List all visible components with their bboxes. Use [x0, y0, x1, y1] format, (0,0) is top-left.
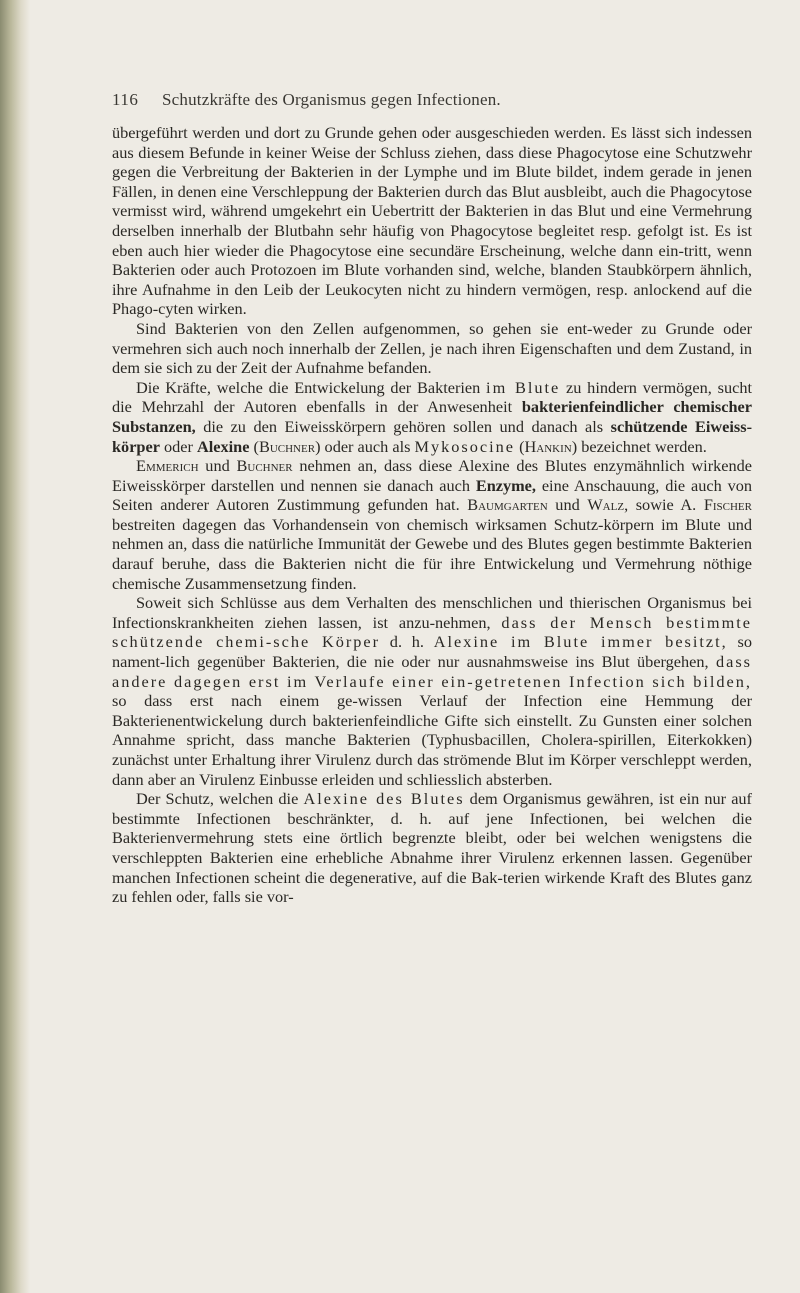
- text-smallcaps: Baumgarten: [467, 495, 548, 515]
- text-spaced: dass andere dagegen erst im Verlaufe einer ein-getretenen Infection sich bilden,: [112, 652, 752, 691]
- text-run: so dass erst nach einem ge-wissen Verlauf der Infection eine Hemmung der Bakterienentwickelung durch bakterienfeindliche Gifte sich einstellt. Zu Gunsten einer solchen Annahme spricht, dass manche Bakterien (Typhusbacillen, Cholera-spirillen, Eiterkokken) zunächst unter Erhaltung ihrer Virulenz durch das strömende Blut im Körper verschleppt werden, dann aber an Virulenz Einbusse erleiden und schliesslich absterben.: [112, 691, 752, 789]
- paragraph: [112, 456, 752, 593]
- text-run: ) oder auch als: [315, 436, 415, 456]
- text-spaced: im Blute: [486, 377, 561, 397]
- text-run: ) bezeichnet werden.: [571, 436, 707, 456]
- paragraph: [112, 319, 752, 378]
- text-smallcaps: Hankin: [524, 436, 572, 456]
- text-run: oder: [159, 436, 198, 456]
- body-text: [112, 123, 752, 907]
- text-smallcaps: Fischer: [703, 495, 752, 515]
- paragraph: [112, 378, 752, 456]
- text-smallcaps: Buchner: [258, 436, 316, 456]
- text-spaced: dass der Mensch bestimmte schützende chemi-sche Körper: [112, 612, 753, 652]
- text-bold: bakterienfeindlicher chemischer Substanzen,: [112, 397, 752, 436]
- text-run: Sind Bakterien von den Zellen aufgenommen, so gehen sie ent-weder zu Grunde oder vermehren sich auch noch innerhalb der Zellen, je nach ihren Eigenschaften und dem Zustand, in dem sie sich zu der Zeit der Aufnahme befanden.: [112, 318, 752, 378]
- text-run: Die Kräfte, welche die Entwickelung der Bakterien: [136, 377, 487, 397]
- text-spaced: Alexine des Blutes: [303, 789, 465, 809]
- text-run: Der Schutz, welchen die: [136, 789, 304, 809]
- text-smallcaps: Emmerich: [136, 456, 199, 476]
- text-run: nehmen an, dass diese Alexine des Blutes enzymähnlich wirkende Eiweisskörper darstellen und nennen sie danach auch: [112, 456, 753, 495]
- text-bold: schützende Eiweiss-körper: [112, 416, 753, 456]
- text-run: die zu den Eiweisskörpern gehören sollen und danach als: [195, 416, 611, 436]
- text-bold: Enzyme,: [475, 475, 536, 495]
- text-run: so nament-lich gegenüber Bakterien, die nie oder nur ausnahmsweise ins Blut übergehen,: [112, 632, 752, 672]
- text-spaced: Mykosocine: [414, 436, 516, 456]
- running-header: [112, 90, 752, 112]
- paragraph: [112, 123, 752, 319]
- text-run: zu hindern vermögen, sucht die Mehrzahl der Autoren ebenfalls in der Anwesenheit: [112, 377, 752, 417]
- text-run: dem Organismus gewähren, ist ein nur auf bestimmte Infectionen beschränkter, d. h. auf jene Infectionen, bei welchen die Bakterienvermehrung stets eine örtlich begrenzte bleibt, oder bei welchen wenigstens die verschleppten Bakterien eine erhebliche Abnahme ihrer Virulenz erkennen lassen. Gegenüber manchen Infectionen scheint die degenerative, auf die Bak-terien wirkende Kraft des Blutes ganz zu fehlen oder, falls sie vor-: [112, 789, 752, 907]
- page-number: 116: [112, 90, 139, 109]
- text-run: und: [198, 456, 237, 476]
- text-run: , sowie A.: [624, 495, 704, 515]
- text-run: (: [249, 436, 259, 456]
- paragraph: [112, 593, 752, 789]
- text-run: übergeführt werden und dort zu Grunde gehen oder ausgeschieden werden. Es lässt sich indessen aus diesem Befunde in keiner Weise der Schluss ziehen, dass diese Phagocytose eine Schutzwehr gegen die Verbreitung der Bakterien in der Lymphe und im Blute bildet, indem gerade in jenen Fällen, in denen eine Verschleppung der Bakterien durch das Blut ausbleibt, auch die Phagocytose vermisst wird, während umgekehrt ein Uebertritt der Bakterien in das Blut und eine Vermehrung derselben innerhalb der Blutbahn sehr häufig von Phagocytose begleitet resp. gefolgt ist. Es ist eben auch hier wieder die Phagocytose eine secundäre Erscheinung, welche dann ein-tritt, wenn Bakterien oder auch Protozoen im Blute vorhanden sind, welche, blanden Staubkörpern ähnlich, ihre Aufnahme in den Leib der Leukocyten nicht zu hindern vermögen, resp. anlockend auf die Phago-cyten wirken.: [112, 123, 752, 319]
- paragraph: [112, 789, 752, 907]
- text-run: eine Anschauung, die auch von Seiten anderer Autoren Zustimmung gefunden hat.: [112, 475, 753, 515]
- text-run: und: [547, 495, 588, 515]
- text-spaced: Alexine im Blute immer besitzt,: [433, 632, 728, 652]
- text-run: (: [515, 436, 525, 456]
- text-run: d. h.: [380, 632, 434, 652]
- text-bold: Alexine: [197, 436, 250, 456]
- running-title: Schutzkräfte des Organismus gegen Infectionen.: [162, 90, 501, 109]
- text-run: bestreiten dagegen das Vorhandensein von chemisch wirksamen Schutz-körpern im Blute und nehmen an, dass die natürliche Immunität der Gewebe und des Blutes gegen bestimmte Bakterien darauf beruhe, dass die Bakterien nicht die für ihre Entwickelung und Vermehrung nöthige chemische Zusammensetzung finden.: [112, 514, 752, 593]
- text-run: Soweit sich Schlüsse aus dem Verhalten des menschlichen und thierischen Organismus bei Infectionskrankheiten ziehen lassen, ist anzu-nehmen,: [112, 593, 752, 632]
- text-smallcaps: Walz: [587, 495, 625, 515]
- text-smallcaps: Buchner: [236, 456, 293, 476]
